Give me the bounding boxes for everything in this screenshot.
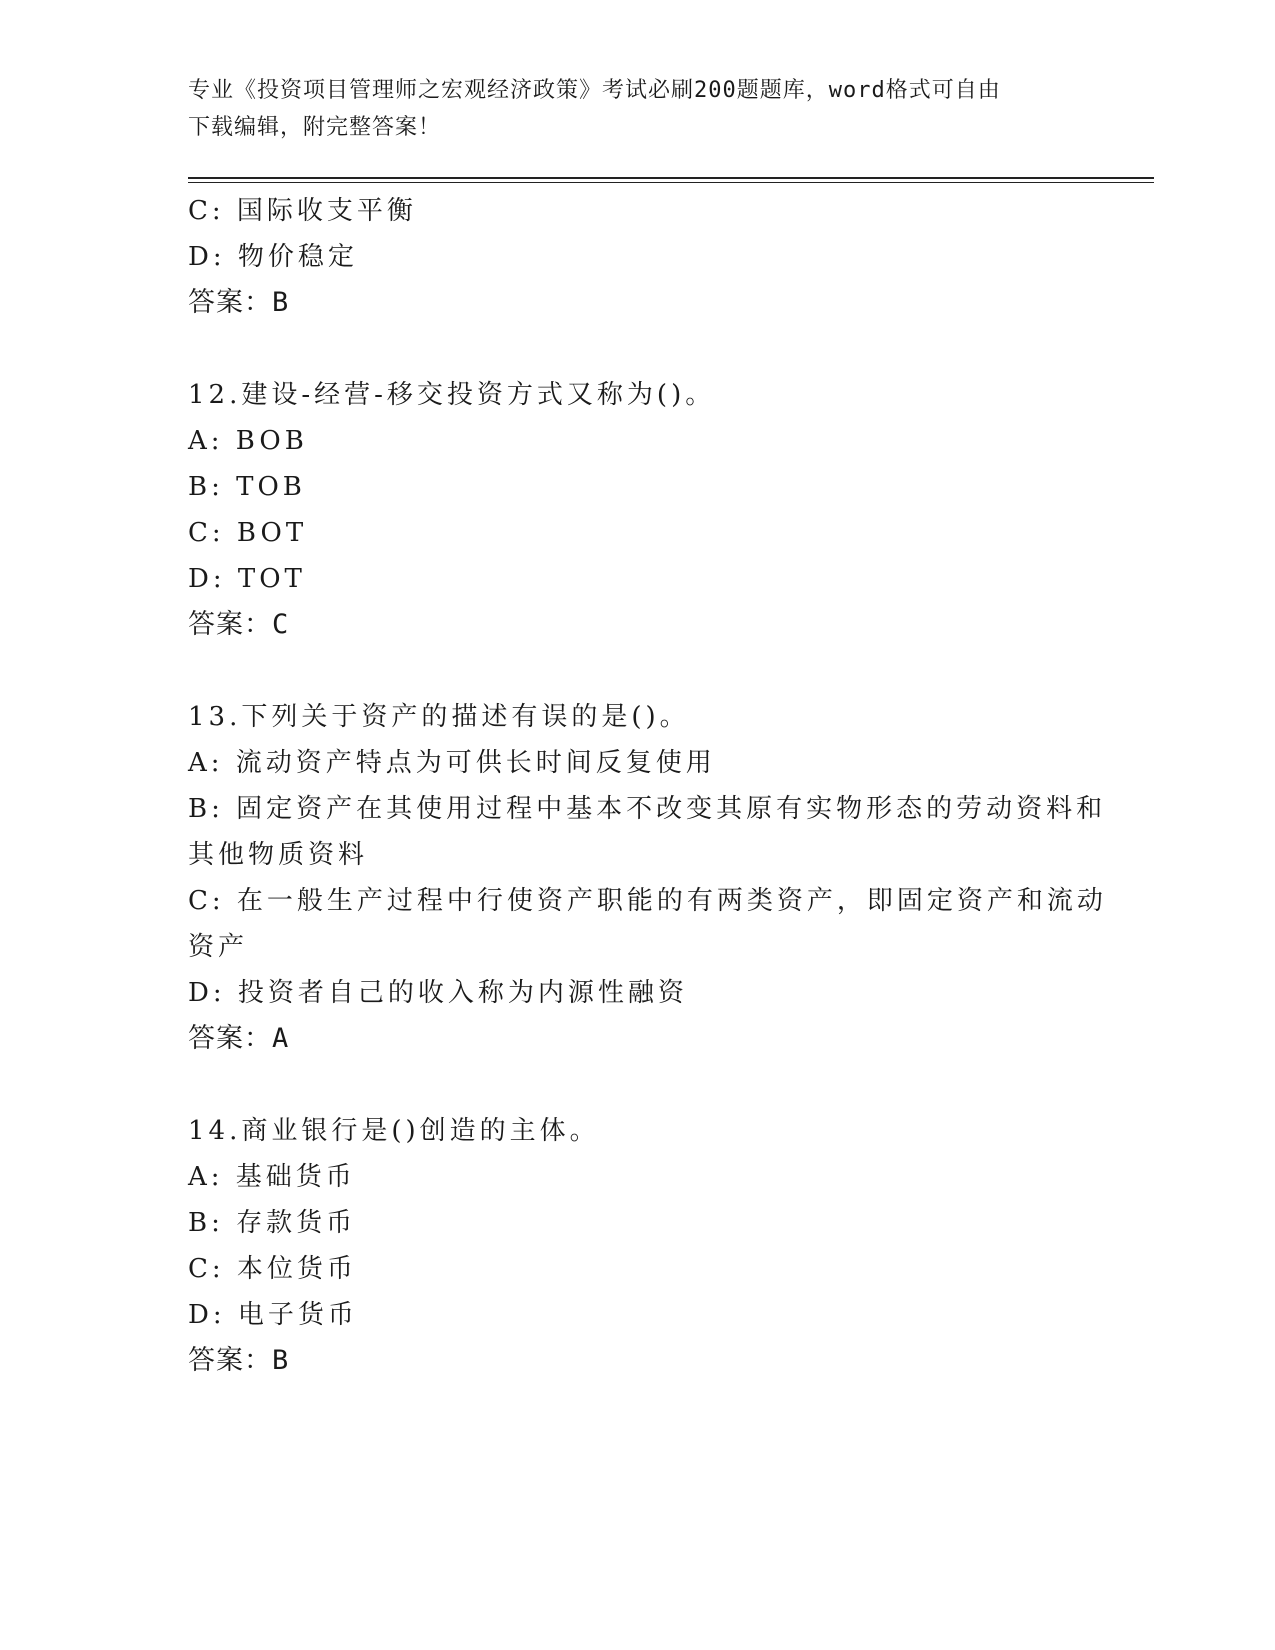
answer-line: 答案：A [188,1023,290,1054]
option-a: A: 基础货币 [188,1162,356,1192]
option-b: B: TOB [188,472,306,502]
question-11-tail [188,188,1088,326]
answer-line: 答案：B [188,1345,290,1376]
header-line-2: 下载编辑，附完整答案！ [188,115,442,140]
option-b-continued: 其他物质资料 [188,840,369,870]
question-stem: 13.下列关于资产的描述有误的是()。 [188,702,690,732]
answer-line: 答案：C [188,609,290,640]
option-d: D: 投资者自己的收入称为内源性融资 [188,978,688,1008]
header-divider-thin [188,182,1154,183]
question-list [188,188,1107,1384]
option-d: D: 物价稳定 [188,242,358,272]
option-c-continued: 资产 [188,932,249,962]
question-12 [188,372,1088,648]
document-header [188,72,1068,146]
option-c: C: 在一般生产过程中行使资产职能的有两类资产，即固定资产和流动 [188,886,1107,916]
option-b: B: 固定资产在其使用过程中基本不改变其原有实物形态的劳动资料和 [188,794,1107,824]
header-divider-thick [188,177,1154,179]
option-b: B: 存款货币 [188,1208,357,1238]
question-14 [188,1108,1088,1384]
answer-line: 答案：B [188,287,290,318]
header-line-1: 专业《投资项目管理师之宏观经济政策》考试必刷200题题库，word格式可自由 [188,78,1001,103]
option-c: C: 本位货币 [188,1254,357,1284]
option-a: A: 流动资产特点为可供长时间反复使用 [188,748,716,778]
question-13 [188,694,1107,1062]
option-c: C: 国际收支平衡 [188,196,417,226]
option-d: D: TOT [188,564,306,594]
option-c: C: BOT [188,518,308,548]
question-stem: 12.建设-经营-移交投资方式又称为()。 [188,380,716,410]
question-stem: 14.商业银行是()创造的主体。 [188,1116,600,1146]
option-a: A: BOB [188,426,308,456]
option-d: D: 电子货币 [188,1300,358,1330]
